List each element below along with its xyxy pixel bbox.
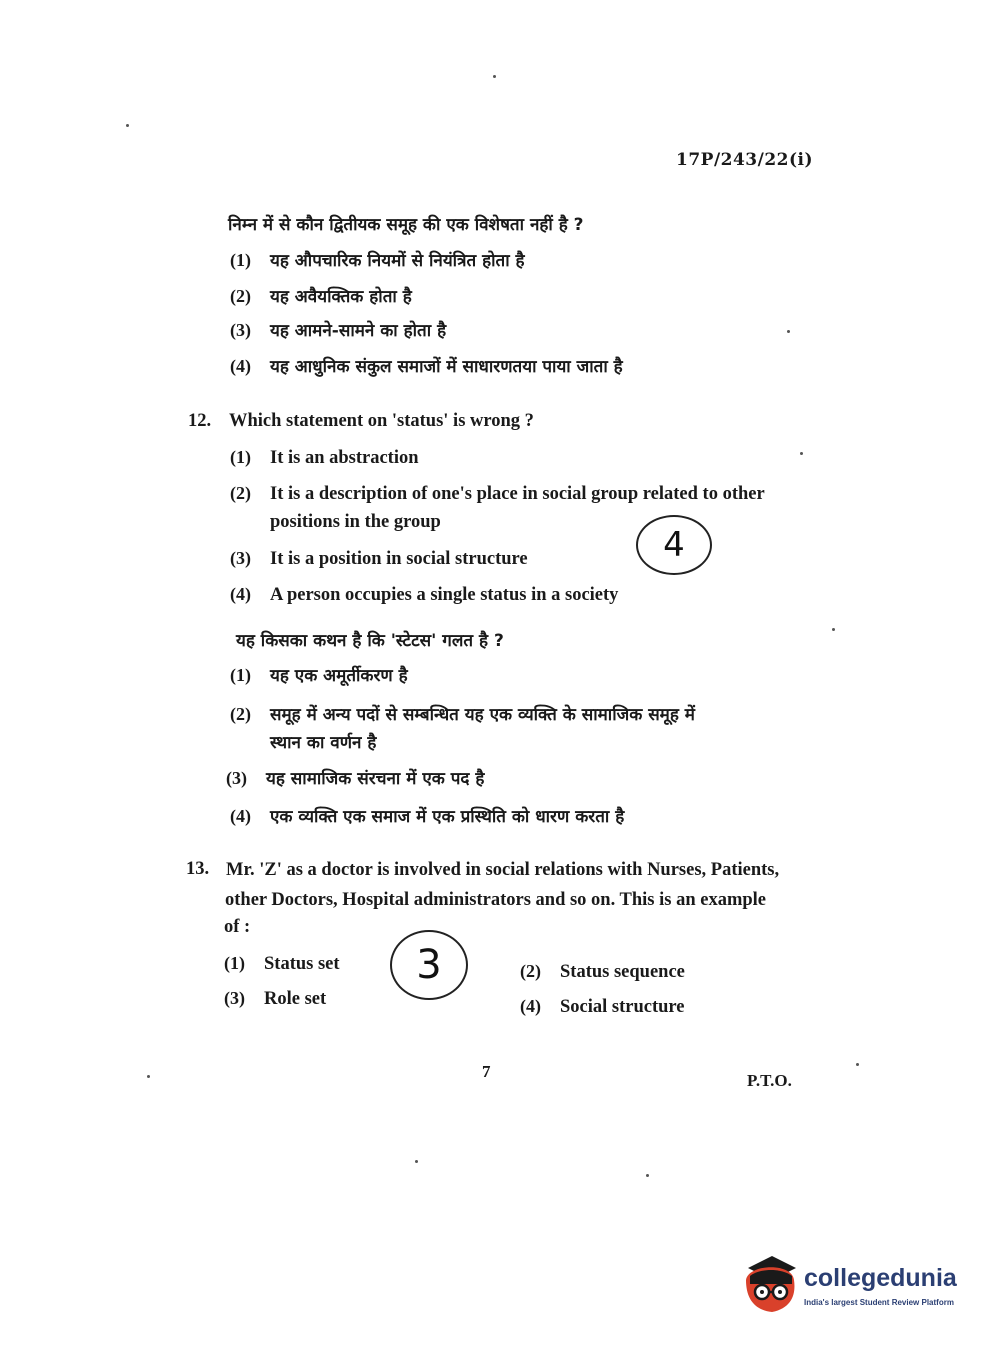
q12-hindi-option-2-continued: स्थान का वर्णन है <box>270 733 377 753</box>
q13-option-4: (4) Social structure <box>520 996 685 1017</box>
scan-speck <box>856 1063 859 1066</box>
q12-option-2: (2) It is a description of one's place in social group related to other <box>230 483 765 504</box>
scan-speck <box>800 452 803 455</box>
collegedunia-logo <box>742 1250 972 1320</box>
q12-hindi-option-2: (2) समूह में अन्य पदों से सम्बन्धित यह एक व्यक्ति के सामाजिक समूह में <box>230 704 695 725</box>
paper-code: 17P/243/22(i) <box>676 150 814 170</box>
scan-speck <box>493 75 496 78</box>
q13-stem-line-1: Mr. 'Z' as a doctor is involved in social relations with Nurses, Patients, <box>226 860 780 880</box>
q12-hindi-option-3: (3) यह सामाजिक संरचना में एक पद है <box>226 768 485 789</box>
q11-hindi-option-3: (3) यह आमने-सामने का होता है <box>230 320 447 341</box>
q12-handwritten-answer: 4 <box>636 515 712 575</box>
q12-option-2-continued: positions in the group <box>270 512 441 532</box>
q12-hindi-option-4: (4) एक व्यक्ति एक समाज में एक प्रस्थिति को धारण करता है <box>230 806 625 827</box>
q13-stem-line-2: other Doctors, Hospital administrators and so on. This is an example <box>225 890 766 910</box>
q13-option-3: (3) Role set <box>224 988 327 1009</box>
q12-option-4: (4) A person occupies a single status in a society <box>230 584 619 605</box>
scan-speck <box>832 628 835 631</box>
q12-option-1: (1) It is an abstraction <box>230 447 419 468</box>
q12-number: 12. <box>188 411 212 431</box>
q12-hindi-option-1: (1) यह एक अमूर्तीकरण है <box>230 665 408 686</box>
q13-handwritten-answer: 3 <box>390 930 468 1000</box>
q12-option-3: (3) It is a position in social structure <box>230 548 528 569</box>
q11-hindi-option-2: (2) यह अवैयक्तिक होता है <box>230 286 412 307</box>
scan-speck <box>787 330 790 333</box>
scan-speck <box>415 1160 418 1163</box>
q13-option-1: (1) Status set <box>224 953 340 974</box>
page-number: 7 <box>482 1062 491 1081</box>
scan-speck <box>147 1075 150 1078</box>
q12-hindi-stem: यह किसका कथन है कि 'स्टेटस' गलत है ? <box>236 631 504 651</box>
q11-hindi-option-4: (4) यह आधुनिक संकुल समाजों में साधारणतया पाया जाता है <box>230 356 623 377</box>
q11-hindi-stem: निम्न में से कौन द्वितीयक समूह की एक विशेषता नहीं है ? <box>228 215 584 235</box>
pto-label: P.T.O. <box>747 1071 792 1090</box>
brand-tagline: India's largest Student Review Platform <box>804 1298 954 1307</box>
brand-name: collegedunia <box>804 1264 957 1292</box>
scan-speck <box>646 1174 649 1177</box>
scan-speck <box>126 124 129 127</box>
q13-stem-line-3: of : <box>224 917 251 937</box>
q13-number: 13. <box>186 859 210 879</box>
q11-hindi-option-1: (1) यह औपचारिक नियमों से नियंत्रित होता है <box>230 250 525 271</box>
q12-stem: Which statement on 'status' is wrong ? <box>229 411 534 431</box>
q13-option-2: (2) Status sequence <box>520 961 685 982</box>
mascot-icon <box>742 1250 802 1320</box>
